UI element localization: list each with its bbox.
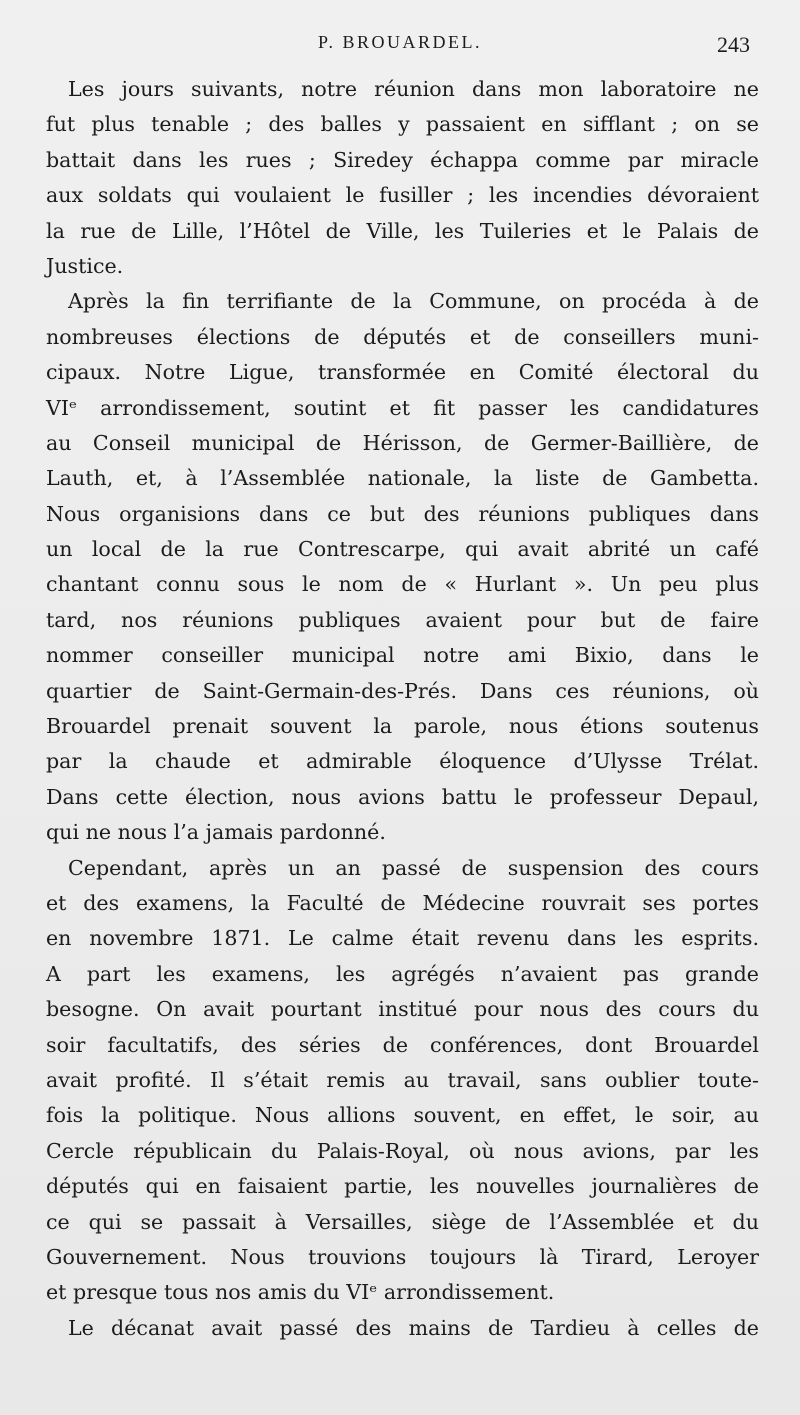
text-line: Cercle républicain du Palais-Royal, où nous avions, par les [46, 1138, 759, 1163]
text-line: Dans cette élection, nous avions battu le professeur Depaul, [46, 784, 759, 809]
text-line: VIᵉ arrondissement, soutint et fit passer les candidatures [46, 395, 759, 420]
text-line: un local de la rue Contrescarpe, qui avait abrité un café [46, 537, 759, 562]
paragraph [46, 72, 759, 284]
paragraph [46, 1311, 759, 1346]
text-line: députés qui en faisaient partie, les nouvelles journalières de [46, 1174, 759, 1199]
text-line: fut plus tenable ; des balles y passaient en sifflant ; on se [46, 112, 759, 137]
text-line: ce qui se passait à Versailles, siège de l’Assemblée et du [46, 1209, 759, 1234]
paragraph [46, 851, 759, 1311]
text-line: Justice. [46, 253, 124, 278]
text-line: Lauth, et, à l’Assemblée nationale, la liste de Gambetta. [46, 466, 759, 491]
paragraph [46, 284, 759, 850]
text-line: Cependant, après un an passé de suspension des cours [68, 855, 759, 880]
text-line: battait dans les rues ; Siredey échappa comme par miracle [46, 147, 759, 172]
page-number: 243 [717, 32, 750, 57]
text-line: Les jours suivants, notre réunion dans mon laboratoire ne [68, 77, 759, 101]
text-line: et des examens, la Faculté de Médecine rouvrait ses portes [46, 890, 759, 915]
text-line: fois la politique. Nous allions souvent, en effet, le soir, au [46, 1103, 759, 1128]
text-line: besogne. On avait pourtant institué pour nous des cours du [46, 997, 759, 1022]
text-line: au Conseil municipal de Hérisson, de Germer-Baillière, de [46, 430, 759, 455]
body-text [46, 72, 759, 1346]
running-title: P. BROUARDEL. [317, 32, 483, 52]
text-line: cipaux. Notre Ligue, transformée en Comité électoral du [46, 360, 759, 385]
text-line: Gouvernement. Nous trouvions toujours là Tirard, Leroyer [46, 1244, 759, 1269]
text-line: Le décanat avait passé des mains de Tardieu à celles de [68, 1315, 759, 1340]
text-line: et presque tous nos amis du VIᵉ arrondissement. [46, 1280, 555, 1305]
text-line: la rue de Lille, l’Hôtel de Ville, les Tuileries et le Palais de [46, 218, 759, 243]
text-line: Brouardel prenait souvent la parole, nous étions soutenus [46, 714, 759, 739]
text-line: nombreuses élections de députés et de conseillers muni- [46, 324, 759, 349]
text-line: chantant connu sous le nom de « Hurlant ». Un peu plus [46, 572, 759, 597]
text-line: aux soldats qui voulaient le fusiller ; les incendies dévoraient [46, 183, 759, 208]
text-line: A part les examens, les agrégés n’avaient pas grande [46, 961, 759, 986]
text-line: avait profité. Il s’était remis au travail, sans oublier toute- [46, 1067, 759, 1092]
text-line: quartier de Saint-Germain-des-Prés. Dans ces réunions, où [46, 678, 759, 703]
text-line: soir facultatifs, des séries de conférences, dont Brouardel [46, 1032, 759, 1057]
running-header [0, 32, 800, 62]
text-line: en novembre 1871. Le calme était revenu dans les esprits. [46, 926, 759, 951]
text-line: Après la fin terrifiante de la Commune, on procéda à de [68, 289, 759, 314]
text-line: qui ne nous l’a jamais pardonné. [46, 820, 386, 845]
text-line: par la chaude et admirable éloquence d’Ulysse Trélat. [46, 749, 759, 774]
text-line: Nous organisions dans ce but des réunions publiques dans [46, 501, 759, 526]
text-line: tard, nos réunions publiques avaient pour but de faire [46, 607, 759, 632]
text-line: nommer conseiller municipal notre ami Bixio, dans le [46, 643, 759, 668]
